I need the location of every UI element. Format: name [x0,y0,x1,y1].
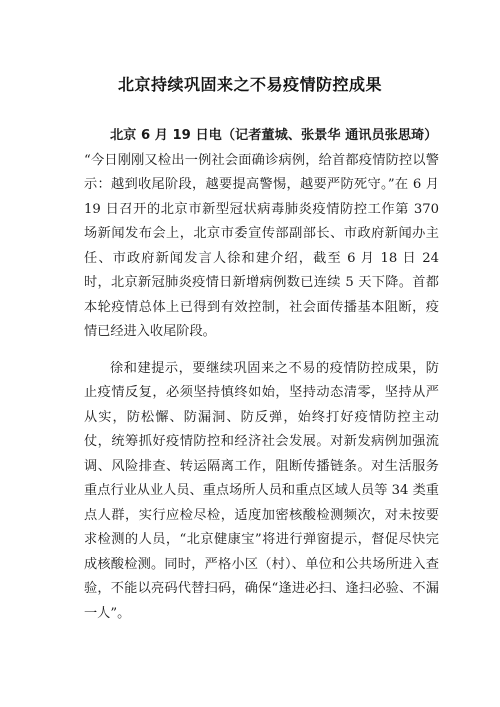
paragraph-1: “今日刚刚又检出一例社会面确诊病例，给首都疫情防控以警示：越到收尾阶段，越要提高警惕，越要严防死守。”在 6 月 19 日召开的北京市新型冠状病毒肺炎疫情防控工作第 370 场新闻发布会上，北京市委宣传部副部长、市政府新闻办主任、市政府新闻发言人徐和建介绍，截至 6 月 18 日 24 时，北京新冠肺炎疫情日新增病例数已连续 5 天下降。首都本轮疫情总体上已得到有效控制，社会面传播基本阻断，疫情已经进入收尾阶段。 [84,152,439,339]
article-title: 北京持续巩固来之不易疫情防控成果 [117,75,382,94]
paragraph-2: 徐和建提示，要继续巩固来之不易的疫情防控成果，防止疫情反复，必须坚持慎终如始，坚持动态清零，坚持从严从实，防松懈、防漏洞、防反弹，始终打好疫情防控主动仗，统筹抓好疫情防控和经济社会发展。对新发病例加强流调、风险排查、转运隔离工作，阻断传播链条。对生活服务重点行业从业人员、重点场所人员和重点区域人员等 34 类重点人群，实行应检尽检，适度加密核酸检测频次，对未按要求检测的人员，“北京健康宝”将进行弹窗提示，督促尽快完成核酸检测。同时，严格小区（村）、单位和公共场所进入查验，不能以亮码代替扫码，确保“逢进必扫、逢扫必验、不漏一人”。 [84,360,439,621]
article-body [84,124,439,626]
article-dateline: 北京 6 月 19 日电（记者董城、张景华 通讯员张思琦） [110,128,438,143]
